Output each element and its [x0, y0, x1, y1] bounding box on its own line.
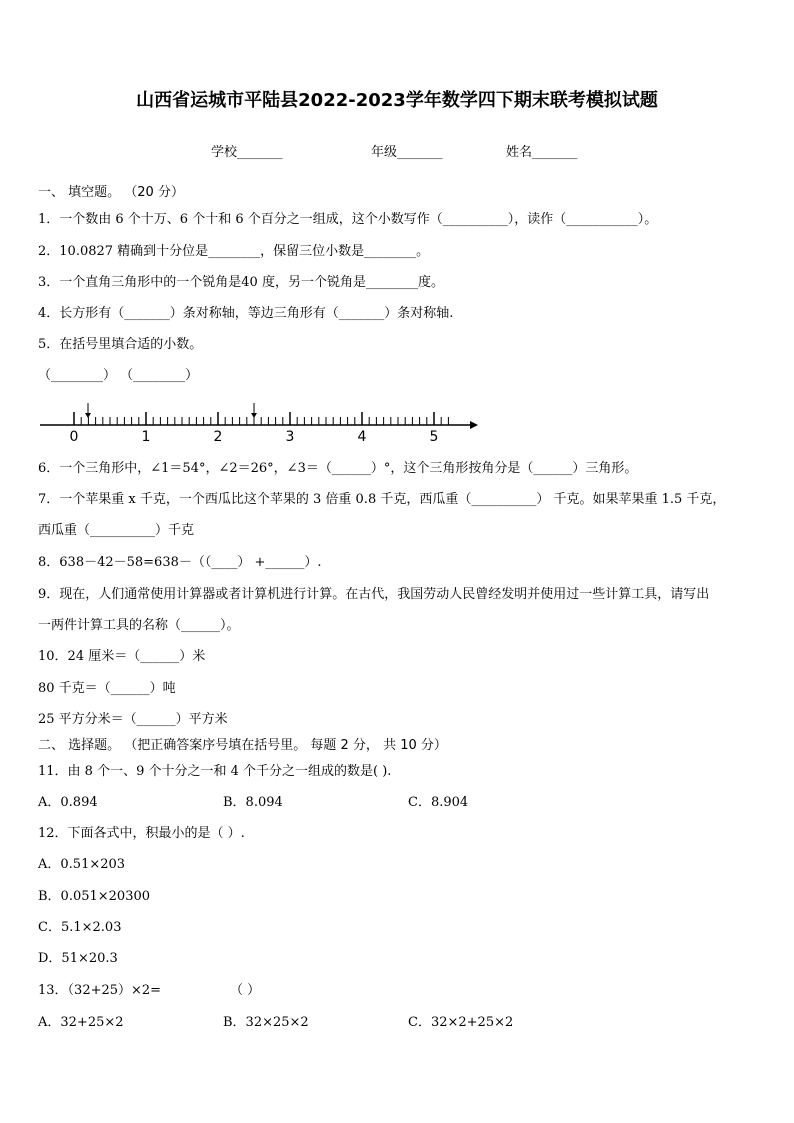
- question-13-option-b: B．32×25×2: [223, 1015, 309, 1030]
- question-5: 5．在括号里填合适的小数。: [38, 337, 203, 352]
- question-9-line1: 9．现在，人们通常使用计算器或者计算机进行计算。在古代，我国劳动人民曾经发明并使用过一些计算工具，请写出: [38, 587, 710, 602]
- arrow-marker-1: [85, 403, 91, 418]
- question-13-stem: 13．（32+25）×2=: [38, 983, 162, 998]
- question-8: 8．638－42－58=638－（（____） +______）.: [38, 555, 322, 570]
- question-11-option-a: A．0.894: [38, 795, 98, 810]
- question-10c: 25 平方分米＝（______）平方米: [38, 712, 228, 727]
- question-10a: 10．24 厘米＝（______）米: [38, 649, 206, 664]
- arrow-marker-2: [251, 403, 257, 418]
- question-12-option-a: A．0.51×203: [38, 857, 126, 872]
- question-11-option-b: B．8.094: [223, 795, 283, 810]
- number-line-ticks: [74, 412, 448, 425]
- number-line-label: 4: [357, 429, 367, 445]
- question-13-option-c: C．32×2+25×2: [408, 1015, 514, 1030]
- grade-field: 年级_______: [371, 145, 443, 160]
- number-line-label: 0: [69, 429, 79, 445]
- number-line-arrowhead: [470, 421, 478, 429]
- question-3: 3．一个直角三角形中的一个锐角是40 度，另一个锐角是________度。: [38, 275, 444, 290]
- number-line-labels: [70, 429, 439, 445]
- question-13-paren: （ ）: [230, 983, 261, 998]
- school-field: 学校_______: [211, 145, 283, 160]
- question-5-blanks: （________） （________）: [38, 368, 199, 383]
- question-13-option-a: A．32+25×2: [38, 1015, 124, 1030]
- question-10b: 80 千克＝（______）吨: [38, 681, 176, 696]
- question-7-line1: 7．一个苹果重 x 千克，一个西瓜比这个苹果的 3 倍重 0.8 千克，西瓜重（__________） 千克。如果苹果重 1.5 千克，: [38, 492, 726, 507]
- question-9-line2: 一两件计算工具的名称（______）。: [38, 618, 240, 633]
- question-4: 4．长方形有（_______）条对称轴，等边三角形有（_______）条对称轴.: [38, 306, 454, 321]
- section2-header: 二、 选择题。 （把正确答案序号填在括号里。 每题 2 分， 共 10 分）: [38, 738, 447, 753]
- number-line-label: 5: [429, 429, 439, 445]
- question-11-stem: 11．由 8 个一、9 个十分之一和 4 个千分之一组成的数是( ).: [38, 764, 392, 779]
- question-12-option-b: B．0.051×20300: [38, 889, 151, 904]
- section1-header: 一、 填空题。 （20 分）: [38, 185, 184, 200]
- question-11-option-c: C．8.904: [408, 795, 469, 810]
- number-line: [30, 395, 480, 445]
- number-line-label: 2: [213, 429, 223, 445]
- name-field: 姓名_______: [506, 145, 578, 160]
- number-line-label: 3: [285, 429, 295, 445]
- exam-title: 山西省运城市平陆县2022-2023学年数学四下期末联考模拟试题: [136, 90, 658, 111]
- question-1: 1．一个数由 6 个十万、6 个十和 6 个百分之一组成，这个小数写作（__________），读作（___________）。: [38, 212, 658, 227]
- question-12-option-c: C．5.1×2.03: [38, 920, 122, 935]
- question-7-line2: 西瓜重（__________）千克: [38, 523, 195, 538]
- number-line-label: 1: [141, 429, 151, 445]
- question-6: 6．一个三角形中，∠1＝54°，∠2＝26°，∠3＝（______）°，这个三角形按角分是（______）三角形。: [38, 461, 638, 476]
- question-12-option-d: D．51×20.3: [38, 951, 118, 966]
- question-12-stem: 12．下面各式中，积最小的是（ ）.: [38, 826, 245, 841]
- question-2: 2．10.0827 精确到十分位是________，保留三位小数是________。: [38, 244, 430, 259]
